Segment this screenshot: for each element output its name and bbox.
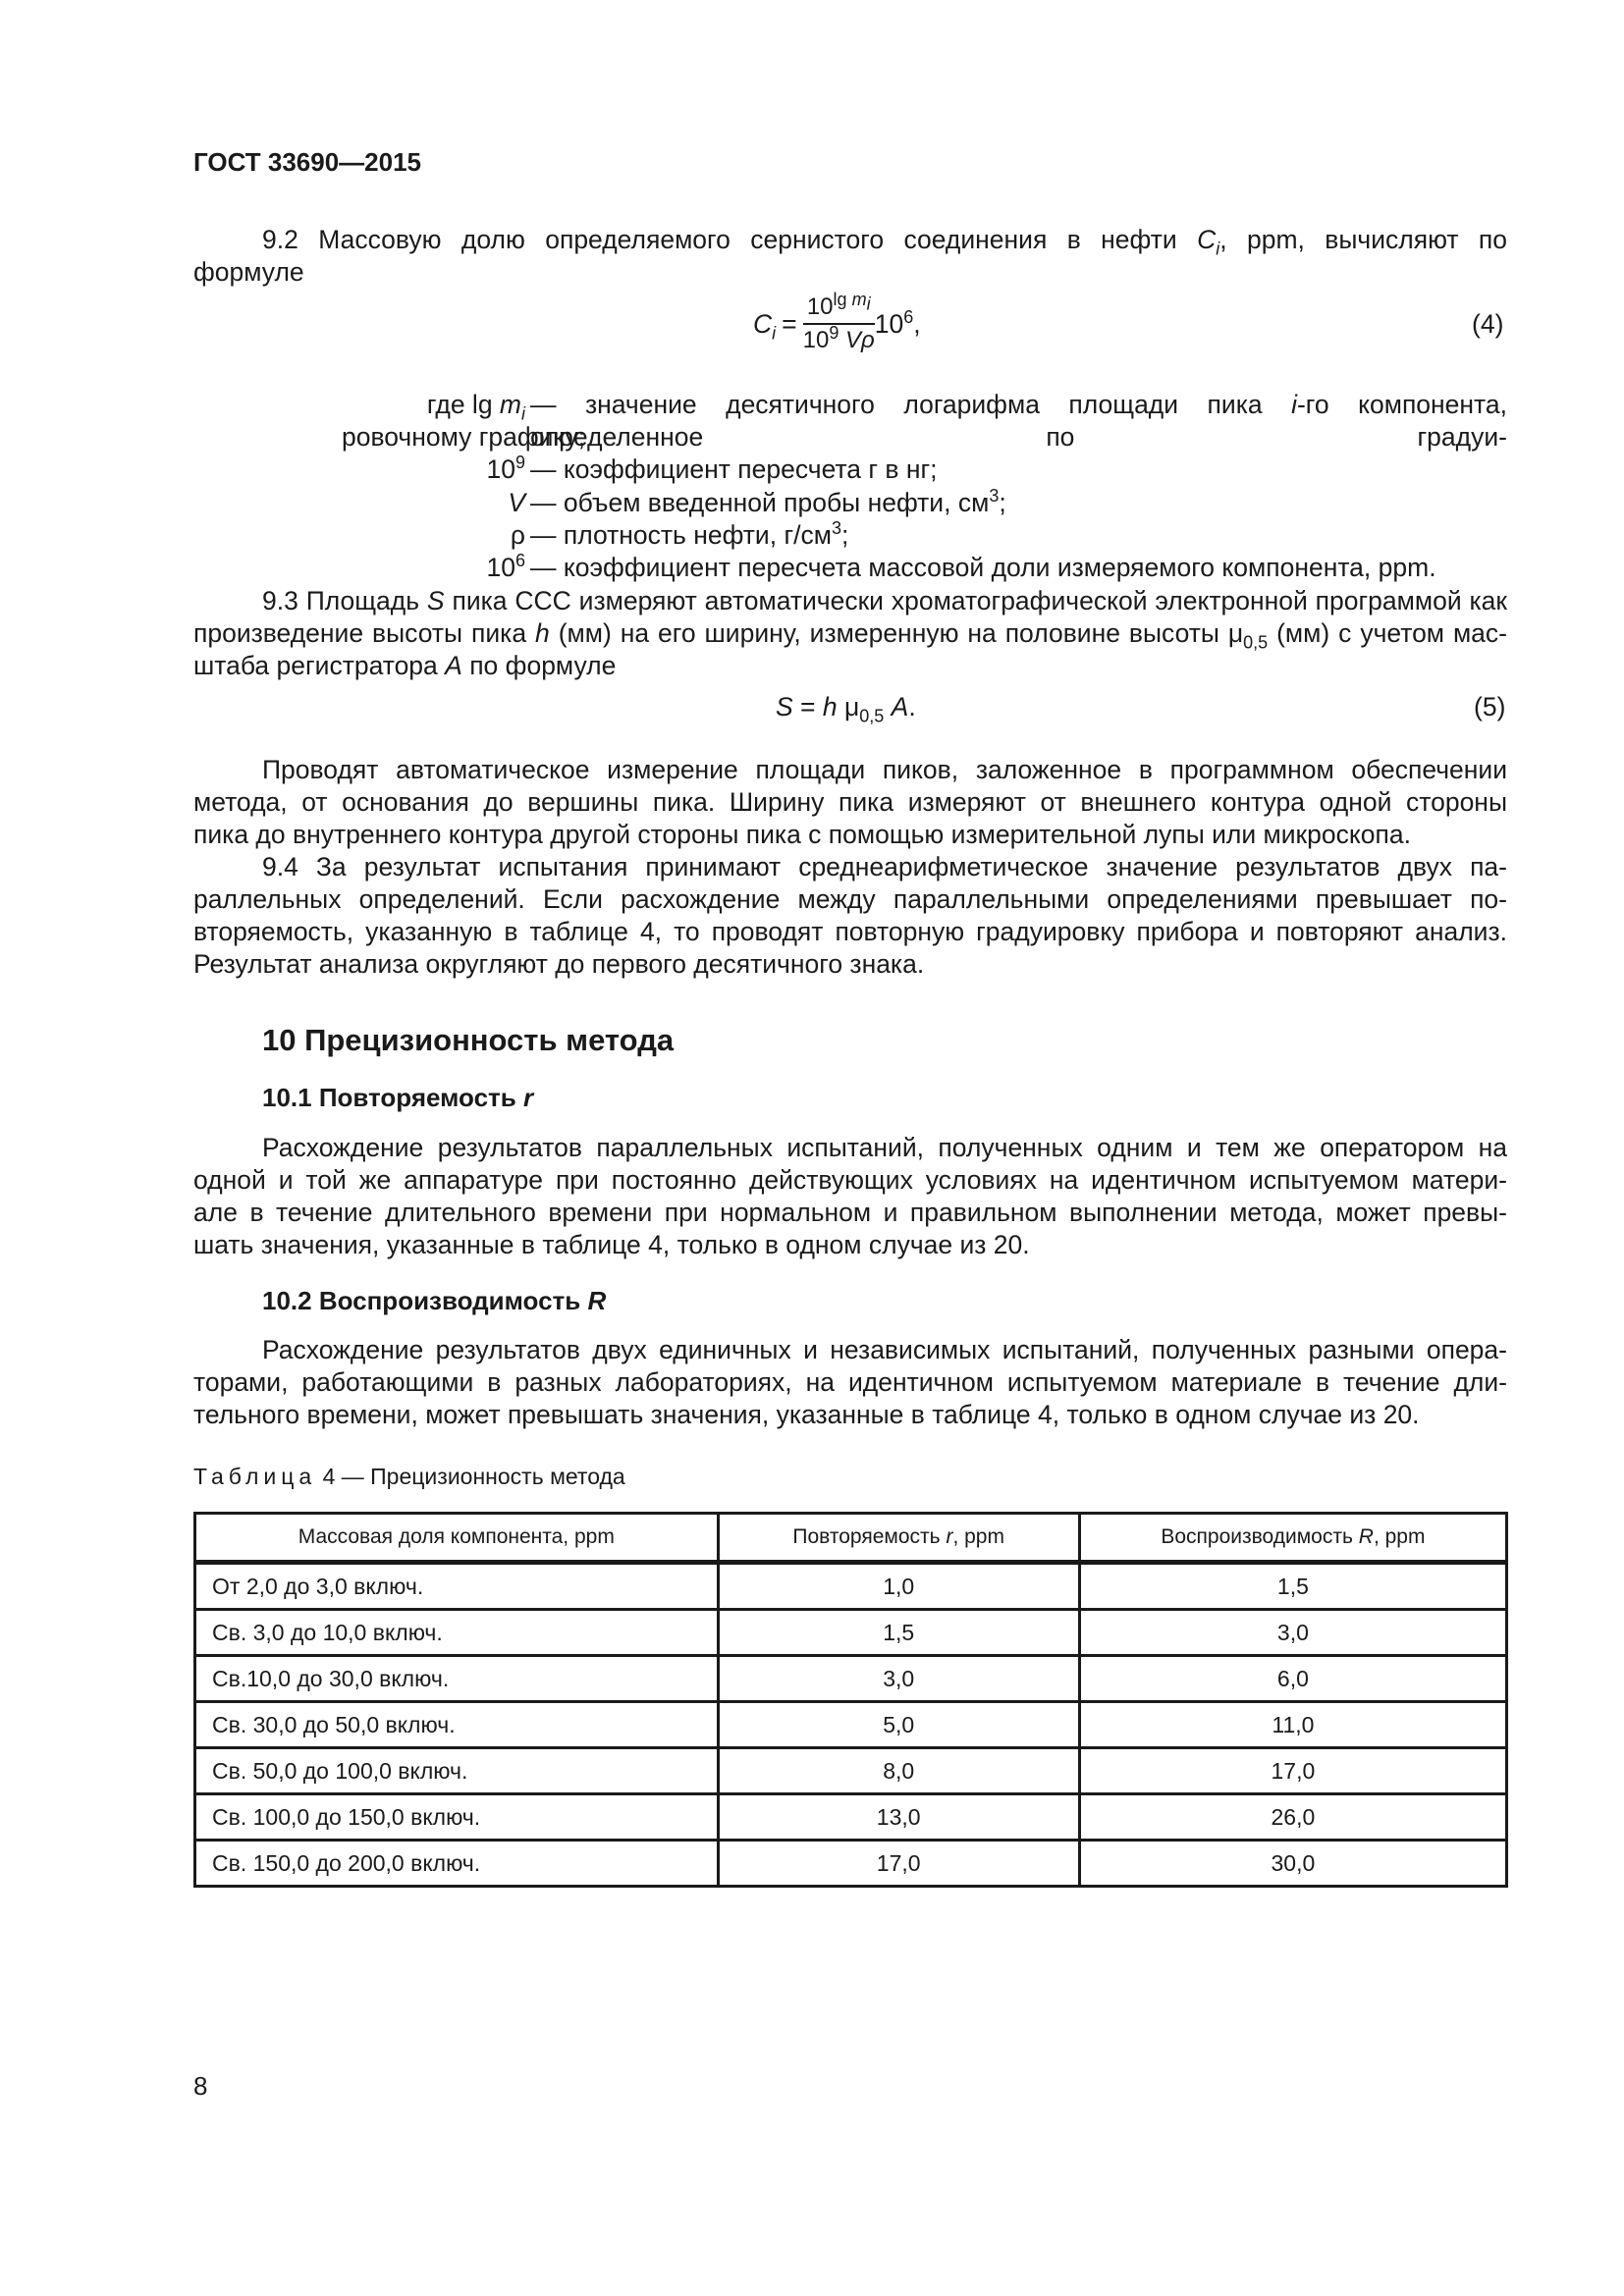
formula-5-number: (5) [1474,692,1506,721]
table-row [195,1610,1507,1656]
para-10-1-line3: але в течение длительного времени при нормальном и правильном выполнении метода, может превы- [193,1198,1507,1227]
definition-10-6: $10^6$ — коэффициент пересчета массовой доли измеряемого компонента, ppm. [486,551,1436,582]
para-measure-line3: пика до внутреннего контура другой стороны пика с помощью измерительной лупы или микроскопа. [193,820,1411,849]
table-header-row [195,1514,1507,1563]
table-4-caption: Таблица 4 — Прецизионность метода [193,1464,625,1489]
definition-rho: ρ — плотность нефти, $г/см^3$; [510,518,849,550]
table-header-repeatability: Повторяемость r, ppm [718,1514,1079,1563]
table-cell-range: Св.10,0 до 30,0 включ. [195,1656,719,1702]
table-row [195,1702,1507,1748]
table-row [195,1563,1507,1610]
table-cell-range: Св. 150,0 до 200,0 включ. [195,1841,719,1887]
para-10-2-line1: Расхождение результатов двух единичных и независимых испытаний, полученных разными опера- [262,1335,1507,1364]
definition-lgm: где $\lg m_i$ — значение десятичного логарифма площади пика i-го компонента, определенное по градуи- [426,390,1507,452]
document-header: ГОСТ 33690—2015 [193,147,421,177]
definition-v: V — объем введенной пробы нефти, $см^3$; [508,486,1006,517]
table-cell-R: 3,0 [1079,1610,1506,1656]
definition-lgm-cont: ровочному графику; [342,422,585,452]
table-row [195,1794,1507,1841]
table-4 [193,1512,1508,1888]
section-10-2-heading: 10.2 Воспроизводимость R [262,1286,607,1315]
table-cell-r: 17,0 [718,1841,1079,1887]
para-9-3-line3: штаба регистратора A по формуле [193,651,617,680]
formula-5: S = h $\mu_{0,5}$ A. [776,692,916,726]
para-9-3-line1: 9.3 Площадь S пика ССС измеряют автоматически хроматографической электронной программой как [262,586,1507,615]
table-row [195,1656,1507,1702]
table-cell-r: 13,0 [718,1794,1079,1841]
formula-4-fraction: $\frac{10^{lg m_i}}{10^9 V\rho}$ [802,290,875,353]
table-cell-r: 8,0 [718,1748,1079,1794]
table-cell-R: 11,0 [1079,1702,1506,1748]
table-cell-range: Св. 100,0 до 150,0 включ. [195,1794,719,1841]
section-10-1-heading: 10.1 Повторяемость r [262,1083,534,1112]
table-cell-range: Св. 50,0 до 100,0 включ. [195,1748,719,1794]
para-measure-line2: метода, от основания до вершины пика. Ширину пика измеряют от внешнего контура одной стороны [193,787,1507,817]
table-row [195,1748,1507,1794]
section-10-heading: 10 Прецизионность метода [262,1023,675,1057]
table-cell-R: 26,0 [1079,1794,1506,1841]
para-10-1-line4: шать значения, указанные в таблице 4, только в одном случае из 20. [193,1230,1030,1259]
table-cell-R: 1,5 [1079,1563,1506,1610]
table-header-reproducibility: Воспроизводимость R, ppm [1079,1514,1506,1563]
table-cell-R: 30,0 [1079,1841,1506,1887]
table-cell-r: 1,5 [718,1610,1079,1656]
para-9-4-line2: раллельных определений. Если расхождение между параллельными определениями превышает по- [193,884,1507,914]
para-9-2-line1: 9.2 Массовую долю определяемого сернистого соединения в нефти $C_i$, ppm, вычисляют по [262,225,1507,259]
para-9-2-line2: формуле [193,257,304,287]
table-cell-r: 5,0 [718,1702,1079,1748]
page-number: 8 [193,2071,208,2101]
para-10-2-line2: торами, работающими в разных лабораториях, на идентичном испытуемом материале в течение дли- [193,1367,1507,1397]
table-cell-range: Св. 3,0 до 10,0 включ. [195,1610,719,1656]
table-header-mass-fraction: Массовая доля компонента, ppm [195,1514,719,1563]
para-9-3-line2: произведение высоты пика h (мм) на его ширину, измеренную на половине высоты $\mu_{0,5}$ (мм) с учетом мас- [193,618,1507,653]
table-cell-r: 1,0 [718,1563,1079,1610]
para-9-4-line3: вторяемость, указанную в таблице 4, то проводят повторную градуировку прибора и повторяют анализ. [193,917,1507,946]
para-10-1-line1: Расхождение результатов параллельных испытаний, полученных одним и тем же оператором на [262,1133,1507,1162]
table-cell-r: 3,0 [718,1656,1079,1702]
table-row [195,1841,1507,1887]
table-cell-range: От 2,0 до 3,0 включ. [195,1563,719,1610]
definition-10-9: $10^9$ — коэффициент пересчета г в нг; [486,453,938,484]
para-9-4-line4: Результат анализа округляют до первого десятичного знака. [193,949,925,979]
para-9-4-line1: 9.4 За результат испытания принимают среднеарифметическое значение результатов двух па- [262,852,1507,881]
formula-4: $C_i$ = $\frac{10^{lg m_i}}{10^9 V\rho}$ $10^6$, [753,290,921,353]
table-cell-R: 17,0 [1079,1748,1506,1794]
para-10-1-line2: одной и той же аппаратуре при постоянно действующих условиях на идентичном испытуемом матери- [193,1165,1507,1195]
table-cell-R: 6,0 [1079,1656,1506,1702]
para-10-2-line3: тельного времени, может превышать значения, указанные в таблице 4, только в одном случае из 20. [193,1400,1420,1429]
table-cell-range: Св. 30,0 до 50,0 включ. [195,1702,719,1748]
para-measure-line1: Проводят автоматическое измерение площади пиков, заложенное в программном обеспечении [262,755,1507,784]
formula-4-number: (4) [1472,309,1504,339]
